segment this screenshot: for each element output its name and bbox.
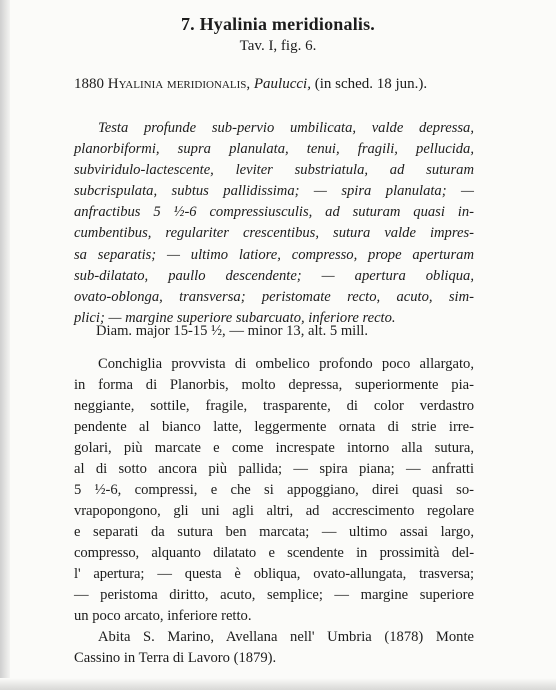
text-line: anfractibus 5 ½-6 compressiusculis, ad suturam quasi in- (74, 204, 474, 221)
text-line: e separati da sutura ben marcata; — ultimo assai largo, (74, 524, 474, 540)
text-line: al di sotto ancora più pallida; — spira piana; — anfratti (74, 461, 474, 477)
synonymy-entry (74, 76, 427, 93)
text-line: ovato-oblonga, transversa; peristomate recto, acuto, sim- (74, 288, 474, 305)
text-line: in forma di Planorbis, molto depressa, superiormente pia- (74, 377, 474, 393)
italian-description (74, 354, 474, 669)
text-line: Testa profunde sub-pervio umbilicata, valde depressa, (98, 120, 474, 136)
text-line: vrapopongono, gli uni agli altri, ad accrescimento regolare (74, 503, 474, 519)
text-line: subviridulo-lactescente, leviter substriatula, ad suturam (74, 162, 474, 179)
habitat-line: Abita S. Marino, Avellana nell' Umbria (1878) Monte (98, 629, 474, 645)
page-bottom-edge (0, 678, 556, 690)
synonymy-author: Paulucci, (253, 76, 311, 92)
plate-reference: Tav. I, fig. 6. (239, 38, 317, 54)
text-line: sub-dilatato, paullo descendente; — apertura obliqua, (74, 267, 474, 284)
text-line: — peristoma diritto, acuto, semplice; — margine superiore (74, 587, 474, 603)
text-line: sa separatis; — ultimo latiore, compresso, prope aperturam (74, 246, 474, 263)
page-binding-edge (0, 0, 10, 690)
text-line: Conchiglia provvista di ombelico profondo poco allargato, (98, 356, 474, 372)
text-line: compresso, alquanto dilatato e scendente in prossimità del- (74, 545, 474, 561)
species-title: 7. Hyalinia meridionalis. (180, 14, 376, 34)
text-line: cumbentibus, regulariter crescentibus, sutura valde impres- (74, 225, 474, 242)
text-line: un poco arcato, inferiore retto. (74, 608, 252, 624)
habitat-line: Cassino in Terra di Lavoro (1879). (74, 650, 277, 666)
text-line: neggiante, sottile, fragile, trasparente, di color verdastro (74, 398, 474, 414)
text-line: 5 ½-6, compressi, e che si appoggiano, direi quasi so- (74, 482, 474, 498)
text-line: plici; — margine superiore subarcuato, inferiore recto. (74, 309, 396, 326)
text-line: pendente al bianco latte, leggermente ornata di strie irre- (74, 419, 474, 435)
text-line: subcrispulata, subtus pallidissima; — spira planulata; — (74, 183, 474, 200)
text-line: golari, più marcate e come increspate intorno alla sutura, (74, 440, 474, 456)
text-line: l' apertura; — questa è obliqua, ovato-allungata, trasversa; (74, 566, 474, 582)
text-line: planorbiformi, supra planulata, tenui, fragili, pellucida, (74, 141, 474, 158)
synonymy-note: (in sched. 18 jun.). (314, 76, 428, 92)
synonymy-name: Hyalinia meridionalis, (107, 76, 251, 92)
synonymy-year: 1880 (74, 76, 104, 92)
dimensions-line: Diam. major 15-15 ½, — minor 13, alt. 5 mill. (96, 323, 368, 339)
latin-description (74, 118, 474, 329)
